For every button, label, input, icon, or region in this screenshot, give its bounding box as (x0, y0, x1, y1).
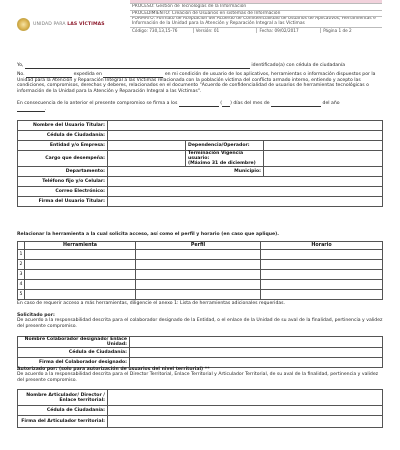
intro-expedida: expedida en (73, 72, 102, 77)
solicitado-text: De acuerdo a la responsabilidad descrita para el colaborador designado de la Entidad, o el enlace de la Unidad de su aval de la finalidad, pertinencia y validez del presente compromiso. (17, 318, 383, 329)
input-correo[interactable] (108, 187, 383, 197)
input-nombre[interactable] (108, 121, 383, 131)
tools-intro: Relacionar la herramienta a la cual solicita acceso, así como el perfil y horario (en caso que aplique). (17, 232, 279, 237)
input-perfil[interactable] (136, 250, 261, 260)
header-perfil: Perfil (136, 242, 261, 250)
intro-no: No. (17, 72, 25, 77)
input-colaborador[interactable] (130, 337, 383, 348)
signing-text-a: En consecuencia de lo anterior el presente compromiso se firma a los (17, 101, 178, 106)
header-procedimiento: PROCEDIMIENTO: Creación de Usuarios en sistemas de Información (130, 11, 382, 18)
header-pagina: Página 1 de 2 (323, 27, 352, 33)
table-row (18, 141, 383, 151)
year-blank[interactable] (17, 107, 45, 112)
input-herramienta[interactable] (25, 260, 136, 270)
header-fecha: Fecha: 09/02/2017 (257, 28, 321, 34)
label-entidad: Entidad y/o Empresa: (18, 141, 108, 151)
input-herramienta[interactable] (25, 250, 136, 260)
table-row (18, 280, 383, 290)
solicitado-title: Solicitado por: (17, 313, 55, 318)
days-blank[interactable] (179, 102, 219, 107)
label-dependencia: Dependencia/Operador: (186, 141, 264, 151)
table-row (18, 187, 383, 197)
input-departamento[interactable] (108, 167, 264, 177)
input-cedula-colaborador[interactable] (130, 348, 383, 358)
input-cargo[interactable] (108, 151, 186, 167)
table-row (18, 416, 383, 428)
input-municipio[interactable] (264, 167, 383, 177)
header-herramienta: Herramienta (25, 242, 136, 250)
input-herramienta[interactable] (25, 290, 136, 300)
row-number: 4 (18, 280, 25, 290)
label-cedula-colaborador: Cédula de Ciudadanía: (18, 348, 130, 358)
label-municipio: Municipio: (234, 169, 261, 174)
label-terminacion (186, 151, 264, 167)
signing-text-b: ( (220, 101, 223, 106)
input-telefono[interactable] (108, 177, 383, 187)
label-cedula-articulador: Cédula de Ciudadanía: (18, 406, 108, 416)
input-perfil[interactable] (136, 290, 261, 300)
num-header (18, 242, 25, 250)
input-horario[interactable] (261, 260, 383, 270)
table-row (18, 390, 383, 406)
intro-yo: Yo, (17, 63, 25, 68)
input-perfil[interactable] (136, 280, 261, 290)
label-cargo: Cargo que desempeña: (18, 151, 108, 167)
input-horario[interactable] (261, 290, 383, 300)
tools-header-row (18, 242, 383, 250)
intro-signing-line: En consecuencia de lo anterior el presente compromiso se firma a los ( ) días del mes de del año . (17, 101, 340, 112)
input-herramienta[interactable] (25, 280, 136, 290)
days-number-blank[interactable] (222, 102, 230, 107)
input-articulador[interactable] (108, 390, 383, 406)
table-row (18, 167, 383, 177)
row-number: 1 (18, 250, 25, 260)
name-blank[interactable] (25, 64, 250, 69)
input-perfil[interactable] (136, 260, 261, 270)
autorizado-note: (solo para autorización de usuarios del nivel territorial) ** (57, 367, 210, 372)
table-row (18, 348, 383, 358)
header-horario: Horario (261, 242, 383, 250)
input-cedula[interactable] (108, 131, 383, 141)
label-firma: Firma del Usuario Titular: (18, 197, 108, 207)
table-row (18, 177, 383, 187)
intro-text: en mi condición de usuario de los aplicativos, herramientas o información dispuestos por la Unidad para la Atención y Reparación Integral a las Víctimas relacionada con la población víctima del conflicto armado interno, entiendo y acepto las condiciones, compromisos, derechos y deberes, relacionados en el documento "Acuerdo de confidencialidad de usuarios de herramientas tecnológicas o información de la Unidad para la Atención y Reparación Integral a las Víctimas". (17, 72, 376, 94)
input-perfil[interactable] (136, 270, 261, 280)
label-firma-articulador: Firma del Articulador territorial: (18, 416, 108, 428)
row-number: 5 (18, 290, 25, 300)
document-header (17, 0, 382, 50)
table-row (18, 197, 383, 207)
signing-text-d: del año (322, 101, 340, 106)
header-codigo: Código: 730,13,15-76 (130, 28, 194, 34)
input-cedula-articulador[interactable] (108, 406, 383, 416)
header-formato: FORMATO: Formato de Aceptación del Acuerdo de Confidencialidad de Usuarios de Aplicativos, Herramientas e Información de la Unidad para la Atención y Reparación Integral a las Víctimas (130, 17, 382, 28)
label-colaborador: Nombre Colaborador designado/ Enlace Unidad: (18, 337, 130, 348)
tools-note: En caso de requerir acceso a más herramientas, diligencie el anexo 1: Lista de herramientas adicionales requeridas. (17, 301, 286, 306)
autorizado-text: De acuerdo a la responsabilidad descrita para el Director Territorial, Enlace Territorial y Articulador Territorial, de su aval de la finalidad, pertinencia y validez del presente compromiso. (17, 372, 379, 383)
table-row (18, 270, 383, 280)
table-row (18, 290, 383, 300)
logo-text: UNIDAD PARA LAS VÍCTIMAS (33, 21, 105, 27)
logo (17, 14, 130, 34)
table-row (18, 151, 383, 167)
input-horario[interactable] (261, 250, 383, 260)
label-telefono: Teléfono fijo y/o Celular: (18, 177, 108, 187)
table-row (18, 250, 383, 260)
header-meta (130, 28, 382, 34)
intro-identificado: identificado(a) con cédula de ciudadanía (251, 63, 346, 68)
header-version: Versión: 01 (194, 28, 258, 34)
intro-line-1 (17, 63, 383, 69)
intro-paragraph (17, 72, 383, 94)
input-firma[interactable] (108, 197, 383, 207)
table-row (18, 358, 383, 368)
input-horario[interactable] (261, 270, 383, 280)
table-row (18, 131, 383, 141)
input-horario[interactable] (261, 280, 383, 290)
month-blank[interactable] (271, 102, 321, 107)
header-info-box (130, 0, 382, 33)
table-row (18, 121, 383, 131)
label-correo: Correo Electrónico: (18, 187, 108, 197)
input-terminacion[interactable] (264, 151, 383, 167)
solicitado-table (17, 336, 383, 368)
input-herramienta[interactable] (25, 270, 136, 280)
input-firma-colaborador[interactable] (130, 358, 383, 368)
autorizado-title: Autorizado por: (17, 367, 58, 372)
label-cedula: Cédula de Ciudadanía: (18, 131, 108, 141)
table-row (18, 260, 383, 270)
label-departamento: Departamento: (18, 167, 108, 177)
terminacion-note: (Máximo 31 de diciembre) (188, 161, 256, 166)
header-proceso: PROCESO: Gestión de Tecnologías de la Información (130, 4, 382, 11)
signing-text-c: ) días del mes de (230, 101, 270, 106)
input-firma-articulador[interactable] (108, 416, 383, 428)
row-number: 3 (18, 270, 25, 280)
label-firma-colaborador: Firma del Colaborador designado: (18, 358, 130, 368)
row-number: 2 (18, 260, 25, 270)
user-info-table (17, 120, 383, 207)
autorizado-table (17, 389, 383, 428)
terminacion-label: Terminación Vigencia usuario: (188, 151, 244, 161)
tools-table (17, 241, 383, 300)
label-articulador: Nombre Articulador/ Director / Enlace territorial: (18, 390, 108, 406)
input-entidad[interactable] (108, 141, 186, 151)
table-row (18, 337, 383, 348)
label-nombre: Nombre del Usuario Titular: (18, 121, 108, 131)
input-dependencia[interactable] (264, 141, 383, 151)
table-row (18, 406, 383, 416)
coat-of-arms-icon (17, 18, 30, 31)
